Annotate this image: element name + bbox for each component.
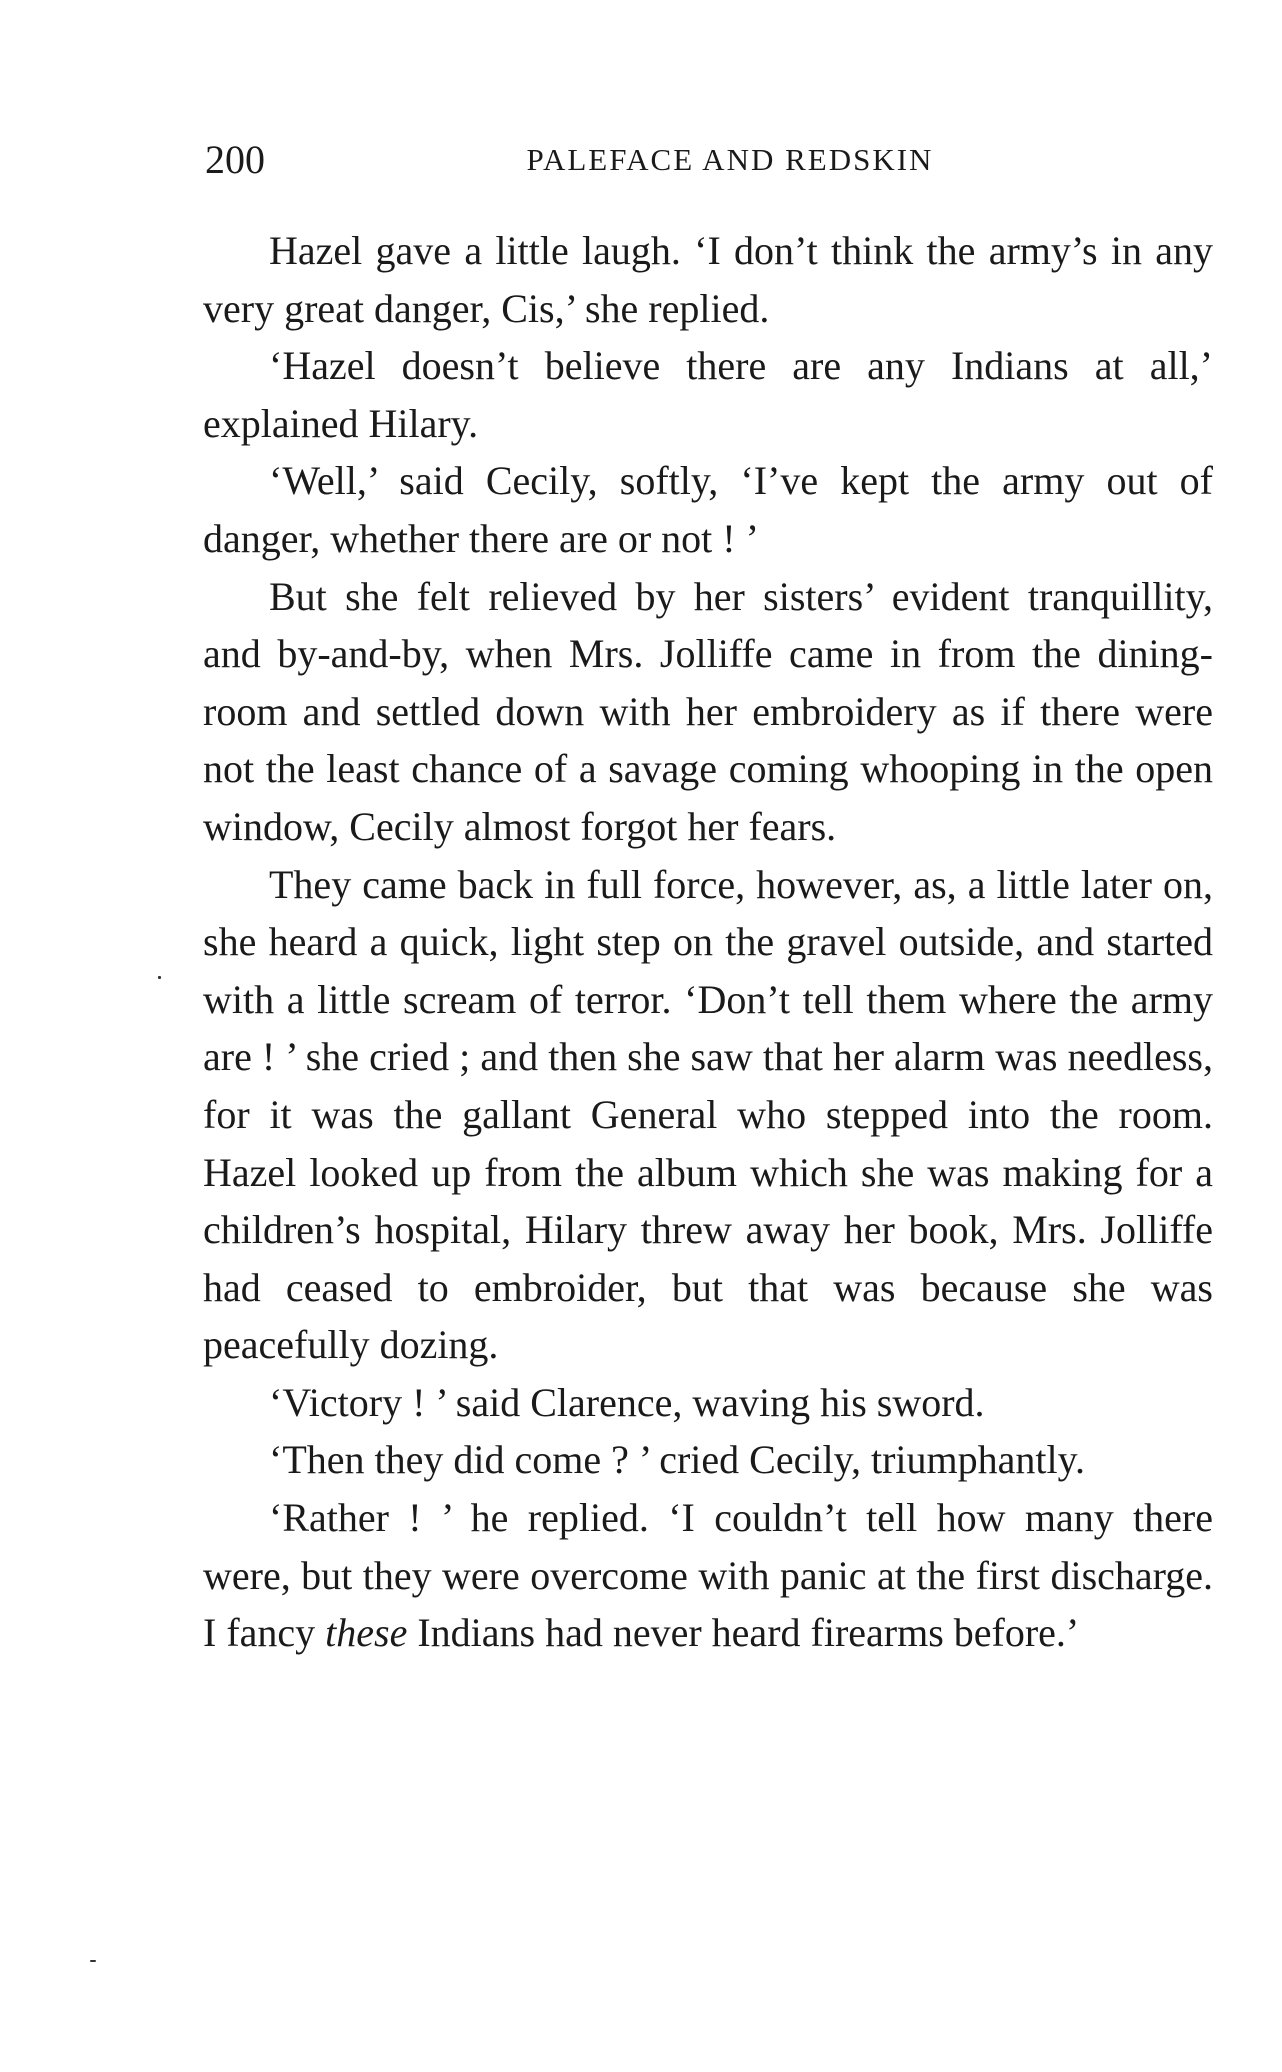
print-speck: [158, 976, 161, 979]
paragraph: They came back in full force, however, as, a little later on, she heard a quick, light step on the gravel outside, and started with a little scream of terror. ‘Don’t tell them where the army are ! ’ she cried ; and then she saw that her alarm was needless, for it was the gallant General who stepped into the room. Hazel looked up from the album which she was making for a children’s hospital, Hilary threw away her book, Mrs. Jolliffe had ceased to embroider, but that was because she was peacefully dozing.: [203, 861, 1213, 1368]
paragraph: Hazel gave a little laugh. ‘I don’t think the army’s in any very great danger, Cis,’ she replied.: [203, 228, 1213, 331]
page-number: 200: [205, 137, 265, 182]
paragraph: But she felt relieved by her sisters’ evident tranquillity, and by-and-by, when Mrs. Jolliffe came in from the dining-room and settled down with her embroidery as if there were not the least chance of a savage coming whooping in the open window, Cecily almost forgot her fears.: [203, 573, 1213, 849]
paragraph: ‘Then they did come ? ’ cried Cecily, triumphantly.: [269, 1437, 1086, 1483]
body-text: [203, 222, 1213, 1662]
paragraph: ‘Victory ! ’ said Clarence, waving his sword.: [269, 1379, 985, 1425]
paragraph: ‘Rather ! ’ he replied. ‘I couldn’t tell how many there were, but they were overcome with panic at the first discharge. I fancy these Indians had never heard firearms before.’: [203, 1495, 1213, 1656]
emphasis: these: [325, 1610, 408, 1656]
print-speck: [90, 1960, 96, 1962]
running-title: PALEFACE AND REDSKIN: [526, 142, 934, 177]
paragraph: ‘Hazel doesn’t believe there are any Indians at all,’ explained Hilary.: [203, 343, 1213, 446]
paragraph: ‘Well,’ said Cecily, softly, ‘I’ve kept the army out of danger, whether there are or not ! ’: [203, 458, 1213, 561]
running-head: [205, 130, 1215, 190]
